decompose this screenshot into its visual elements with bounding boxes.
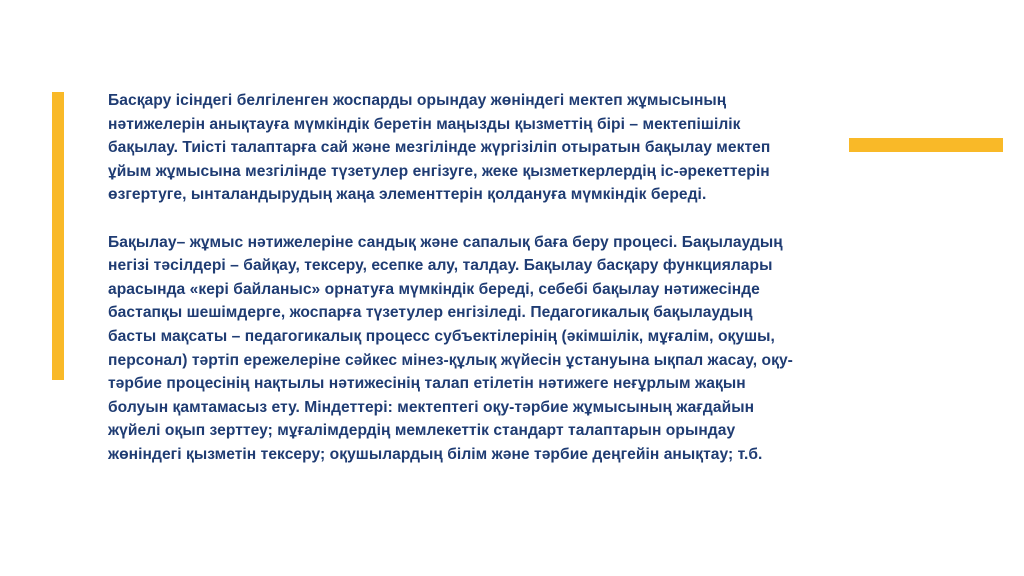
text-line: өзгертуге, ынталандырудың жаңа элементтерін қолдануға мүмкіндік береді. [108, 186, 707, 204]
left-accent-bar [52, 92, 64, 380]
text-line: болуын қамтамасыз ету. Міндеттері: мектептегі оқу-тәрбие жұмысының жағдайын [108, 398, 755, 416]
text-line: басты мақсаты – педагогикалық процесс субъектілерінің (әкімшілік, мұғалім, оқушы, [108, 327, 775, 345]
text-line: жөніндегі қызметін тексеру; оқушылардың білім және тәрбие деңгейін анықтау; т.б. [108, 445, 763, 463]
slide-text-content [108, 89, 888, 467]
text-line: негізі тәсілдері – байқау, тексеру, есепке алу, талдау. Бақылау басқару функциялары [108, 257, 773, 275]
text-line: арасында «кері байланыс» орнатуға мүмкіндік береді, себебі бақылау нәтижесінде [108, 280, 760, 298]
text-line: тәрбие процесінің нақтылы нәтижесінің талап етілетін нәтижеге неғұрлым жақын [108, 375, 746, 393]
text-line: жүйелі оқып зерттеу; мұғалімдердің мемлекеттік стандарт талаптарын орындау [108, 422, 736, 440]
text-line: бастапқы шешімдерге, жоспарға түзетулер енгізіледі. Педагогикалық бақылаудың [108, 304, 753, 322]
paragraph-spacer [108, 207, 888, 231]
text-line: Басқару ісіндегі белгіленген жоспарды орындау жөніндегі мектеп жұмысының [108, 92, 727, 109]
text-line: персонал) тәртіп ережелеріне сәйкес мінез-құлық жүйесін ұстануына ықпал жасау, оқу- [108, 351, 793, 369]
paragraph-control-purpose [108, 89, 888, 207]
paragraph-control-definition [108, 231, 888, 467]
text-line: бақылау. Тиісті талаптарға сай және мезгілінде жүргізіліп отыратын бақылау мектеп [108, 139, 771, 157]
text-line: Бақылау– жұмыс нәтижелеріне сандық және сапалық баға беру процесі. Бақылаудың [108, 233, 783, 251]
text-line: ұйым жұмысына мезгілінде түзетулер енгізуге, жеке қызметкерлердің іс-әрекеттерін [108, 162, 770, 180]
text-line: нәтижелерін анықтауға мүмкіндік беретін маңызды қызметтің бірі – мектепішілік [108, 115, 741, 133]
